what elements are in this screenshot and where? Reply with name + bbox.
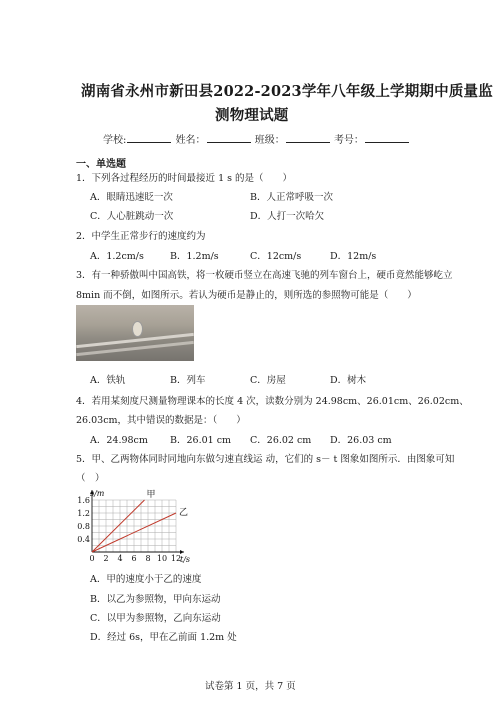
question-1: 1．下列各过程经历的时间最接近 1 s 的是（ ）	[76, 173, 293, 184]
q5-option-b: B．以乙为参照物，甲向东运动	[90, 594, 221, 605]
q2-option-b: B．1.2m/s	[170, 251, 219, 262]
s-t-graph	[72, 486, 202, 564]
q1-option-b: B．人正常呼吸一次	[250, 192, 333, 203]
question-5-line1: 5．甲、乙两物体同时同地向东做匀速直线运 动，它们的 s－ t 图象如图所示．由图象可知	[76, 454, 455, 465]
q4-option-b: B．26.01 cm	[170, 435, 232, 446]
q4-option-d: D．26.03 cm	[330, 435, 392, 446]
school-label: 学校:	[103, 135, 127, 146]
q4-option-a: A．24.98cm	[90, 435, 148, 446]
q2-option-c: C．12cm/s	[250, 251, 302, 262]
exam-title-line2: 测物理试题	[215, 107, 289, 124]
student-info-row	[103, 131, 410, 146]
train-window-coin-photo	[76, 305, 194, 361]
x-tick-label: 6	[131, 554, 137, 563]
y-tick-label: 0.8	[77, 522, 90, 531]
y-tick-label: 1.6	[77, 496, 90, 505]
q3-option-d: D．树木	[330, 375, 367, 386]
x-tick-label: 10	[156, 554, 168, 563]
question-4-line1: 4．若用某刻度尺测量物理课本的长度 4 次，读数分别为 24.98cm、26.01cm、26.02cm、	[76, 396, 469, 407]
question-2: 2．中学生正常步行的速度约为	[76, 231, 206, 242]
series-label: 甲	[146, 490, 156, 500]
y-tick-label: 0.4	[77, 535, 90, 544]
class-label: 班级：	[254, 135, 285, 146]
class-blank	[286, 133, 330, 143]
x-axis-label: t/s	[180, 555, 191, 564]
q1-option-a: A．眼睛迅速眨一次	[90, 192, 173, 203]
q5-option-c: C．以甲为参照物，乙向东运动	[90, 613, 221, 624]
q3-option-b: B．列车	[170, 375, 206, 386]
q5-option-d: D．经过 6s，甲在乙前面 1.2m 处	[90, 632, 237, 643]
y-tick-label: 1.2	[77, 509, 90, 518]
page-footer: 试卷第 1 页，共 7 页	[205, 681, 296, 692]
question-5-line2: （ ）	[76, 473, 105, 484]
question-3-line2: 8min 而不倒，如图所示。若认为硬币是静止的，则所选的参照物可能是（ ）	[76, 290, 417, 301]
series-label: 乙	[179, 508, 189, 518]
x-tick-label: 8	[145, 554, 151, 563]
exam-title-line1: 湖南省永州市新田县2022-2023学年八年级上学期期中质量监	[81, 83, 493, 100]
x-tick-label: 0	[89, 554, 95, 563]
x-tick-label: 12	[170, 554, 182, 563]
question-4-line2: 26.03cm，其中错误的数据是：（ ）	[76, 415, 246, 426]
exam-no-blank	[365, 133, 409, 143]
q5-option-a: A．甲的速度小于乙的速度	[90, 574, 202, 585]
q3-option-c: C．房屋	[250, 375, 286, 386]
q3-option-a: A．铁轨	[90, 375, 126, 386]
school-blank	[127, 133, 171, 143]
section-heading: 一、单选题	[76, 159, 126, 170]
y-axis-label: s/m	[90, 489, 105, 498]
name-label: 姓名：	[175, 135, 206, 146]
x-tick-label: 2	[103, 554, 109, 563]
q2-option-d: D．12m/s	[330, 251, 377, 262]
q1-option-d: D．人打一次哈欠	[250, 211, 325, 222]
question-3-line1: 3．有一种骄傲叫中国高铁，将一枚硬币竖立在高速飞驰的列车窗台上，硬币竟然能够屹立	[76, 270, 453, 281]
name-blank	[207, 133, 251, 143]
q4-option-c: C．26.02 cm	[250, 435, 312, 446]
q2-option-a: A．1.2cm/s	[90, 251, 144, 262]
q1-option-c: C．人心脏跳动一次	[90, 211, 174, 222]
exam-no-label: 考号：	[333, 135, 364, 146]
x-tick-label: 4	[117, 554, 123, 563]
